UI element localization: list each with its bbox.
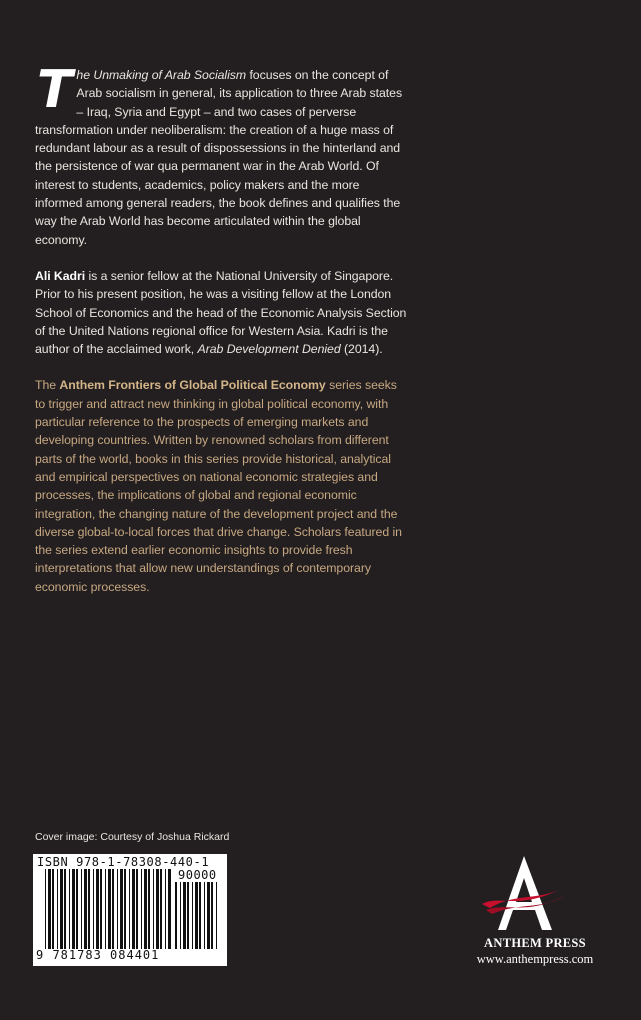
barcode-bar — [168, 869, 171, 949]
author-bio — [35, 267, 407, 358]
anthem-press-logo — [480, 852, 568, 936]
barcode-bar — [144, 869, 147, 949]
barcode-digits: 9 781783 084401 — [36, 948, 160, 962]
barcode-bar — [175, 882, 177, 949]
barcode-bar — [180, 882, 181, 949]
barcode-bar — [187, 882, 189, 949]
barcode-bar — [48, 869, 51, 949]
barcode-bar — [45, 869, 46, 949]
barcode-bar — [52, 869, 54, 949]
barcode-bar — [81, 869, 82, 949]
barcode-bar — [88, 869, 90, 949]
barcode-bar — [72, 869, 75, 949]
book-title: he Unmaking of Arab Socialism — [76, 68, 247, 82]
barcode-bar — [105, 869, 106, 949]
barcode-bar — [211, 882, 213, 949]
isbn-label: ISBN 978-1-78308-440-1 — [37, 855, 210, 869]
barcode-bar — [192, 882, 193, 949]
barcode-bar — [96, 869, 99, 949]
barcode-bar — [100, 869, 102, 949]
barcode-bar — [129, 869, 130, 949]
publisher-name: ANTHEM PRESS — [484, 936, 586, 950]
author-work-year: (2014). — [340, 342, 383, 357]
barcode-bar — [108, 869, 111, 949]
barcode-bar — [216, 882, 217, 949]
back-cover-text — [35, 60, 407, 614]
barcode-bar — [120, 869, 123, 949]
barcode-bar — [153, 869, 154, 949]
barcode-bar — [132, 869, 135, 949]
barcode-bar — [141, 869, 142, 949]
cover-image-credit: Cover image: Courtesy of Joshua Rickard — [35, 831, 230, 843]
barcode-bar — [76, 869, 78, 949]
author-work-title: Arab Development Denied — [197, 342, 341, 357]
barcode-bar — [148, 869, 150, 949]
barcode-bars — [45, 869, 173, 949]
barcode-bar — [183, 882, 186, 949]
barcode-bar — [165, 869, 166, 949]
series-description — [35, 376, 407, 596]
publisher-website: www.anthempress.com — [476, 952, 594, 966]
barcode-bar — [69, 869, 70, 949]
barcode-bar — [207, 882, 210, 949]
blurb-text: focuses on the concept of Arab socialism in general, its application to three Arab states – Iraq, Syria and Egypt – and two cases of perverse transformation under neoliberalism: the creation of a huge mass of redundant labour as a result of dispossessions in the hinterland and the persistence of war qua permanent war in the Arab World. Of interest to students, academics, policy makers and the more informed among general readers, the book defines and qualifies the way the Arab World has become articulated within the global economy. — [35, 68, 403, 247]
barcode-bar — [160, 869, 162, 949]
book-blurb — [35, 60, 407, 249]
series-lead: The — [35, 378, 60, 393]
barcode-bar — [117, 869, 118, 949]
barcode-bar — [204, 882, 205, 949]
author-bio-text: is a senior fellow at the National University of Singapore. Prior to his present position, he was a visiting fellow at the London School of Economics and the head of the Economic Analysis Section of the United Nations regional office for Western Asia. Kadri is the author of the acclaimed work, — [35, 268, 407, 357]
author-name: Ali Kadri — [35, 268, 86, 283]
barcode-bar — [64, 869, 66, 949]
isbn-barcode — [33, 854, 227, 966]
barcode-bar — [136, 869, 138, 949]
barcode-bar — [112, 869, 114, 949]
barcode-bar — [84, 869, 87, 949]
addon-barcode-bars — [175, 882, 221, 949]
barcode-bar — [195, 882, 198, 949]
barcode-bar — [93, 869, 94, 949]
series-name: Anthem Frontiers of Global Political Economy — [59, 378, 326, 393]
barcode-bar — [60, 869, 63, 949]
price-code: 90000 — [178, 868, 217, 882]
barcode-bar — [156, 869, 159, 949]
barcode-bar — [57, 869, 58, 949]
barcode-bar — [124, 869, 126, 949]
series-text: series seeks to trigger and attract new thinking in global political economy, with particular reference to the prospects of emerging markets and developing countries. Written by renowned scholars from different parts of the world, books in this series provide historical, analytical and empirical perspectives on national economic strategies and processes, the implications of global and regional economic integration, the changing nature of the development project and the diverse global-to-local forces that drive change. Scholars featured in the series extend earlier economic insights to provide fresh interpretations that allow new understandings of contemporary economic processes. — [35, 378, 402, 594]
barcode-bar — [199, 882, 201, 949]
dropcap-letter: T — [37, 60, 73, 120]
